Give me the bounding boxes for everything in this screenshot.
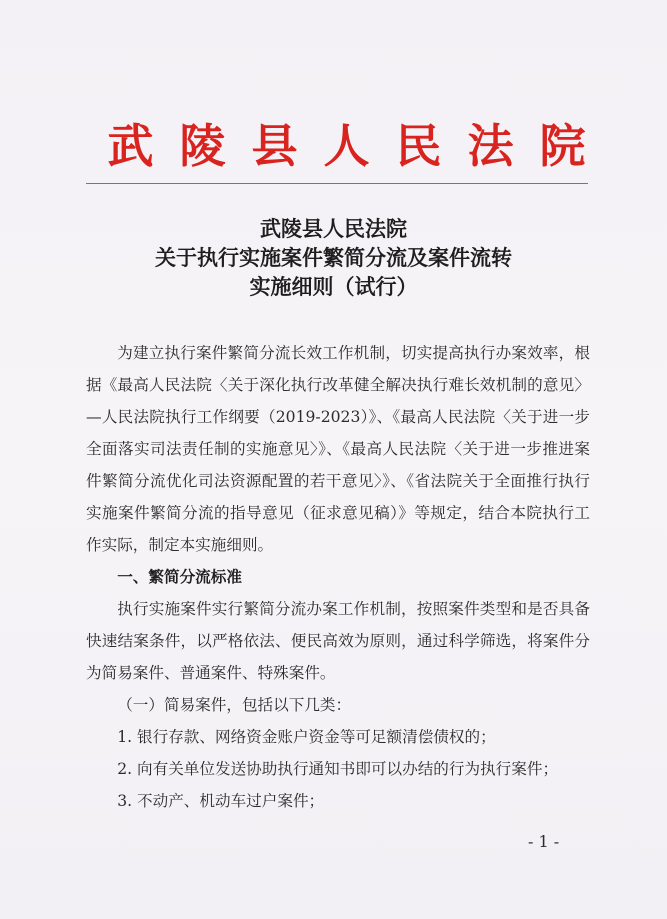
document-title (0, 214, 667, 301)
intro-paragraph: 为建立执行案件繁简分流长效工作机制，切实提高执行办案效率，根据《最高人民法院〈关于深化执行改革健全解决执行难长效机制的意见〉—人民法院执行工作纲要（2019-2023）》、《最高人民法院〈关于进一步全面落实司法责任制的实施意见〉》、《最高人民法院〈关于进一步推进案件繁简分流优化司法资源配置的若干意见〉》、《省法院关于全面推行执行实施案件繁简分流的指导意见（征求意见稿）》等规定，结合本院执行工作实际，制定本实施细则。 (86, 344, 590, 554)
title-line-2: 关于执行实施案件繁简分流及案件流转 (155, 245, 512, 270)
document-body (86, 337, 590, 817)
section-paragraph: 执行实施案件实行繁简分流办案工作机制，按照案件类型和是否具备快速结案条件，以严格依法、便民高效为原则，通过科学筛选，将案件分为简易案件、普通案件、特殊案件。 (86, 600, 590, 682)
list-item: 2. 向有关单位发送协助执行通知书即可以办结的行为执行案件； (117, 760, 559, 778)
court-masthead: 武陵县人民法院 (107, 119, 612, 173)
subsection-heading: （一）简易案件，包括以下几类： (117, 696, 352, 714)
section-heading: 一、繁简分流标准 (117, 567, 242, 586)
page-number: - 1 - (528, 832, 560, 851)
masthead-divider (86, 183, 588, 184)
list-item: 3. 不动产、机动车过户案件； (117, 792, 325, 810)
title-line-1: 武陵县人民法院 (260, 216, 407, 241)
title-line-3: 实施细则（试行） (249, 274, 418, 299)
list-item: 1. 银行存款、网络资金账户资金等可足额清偿债权的； (117, 728, 496, 746)
